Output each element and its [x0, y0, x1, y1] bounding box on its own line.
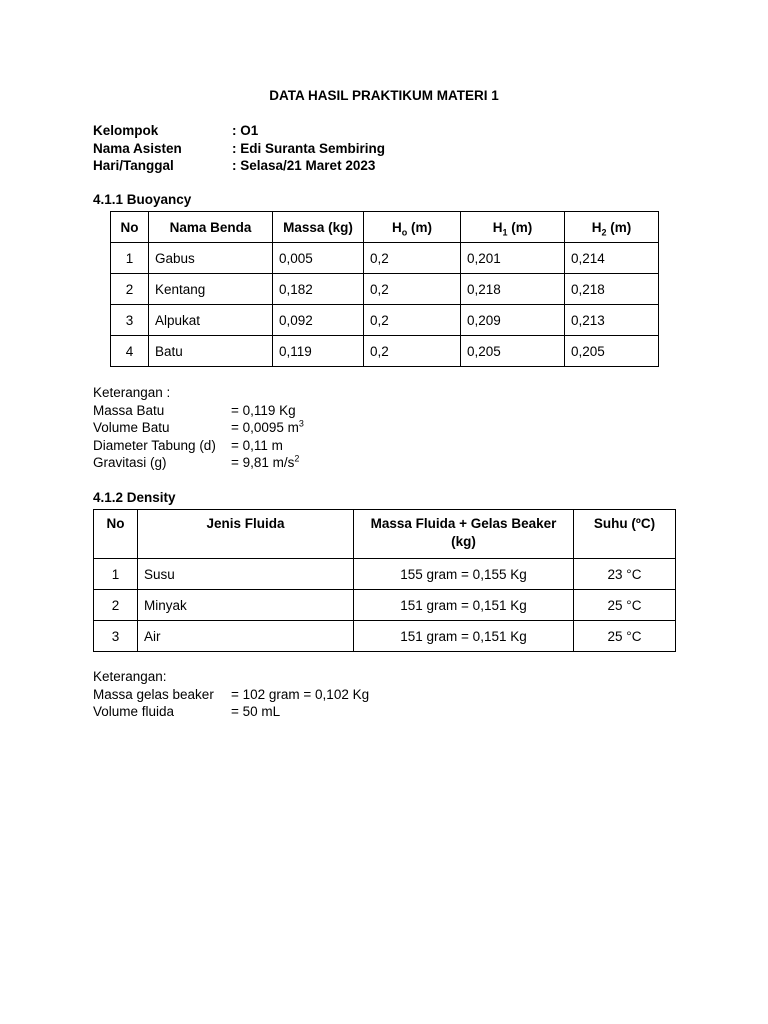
note-label: Gravitasi (g)	[93, 455, 167, 470]
note-superscript: 3	[298, 418, 304, 429]
note-row	[93, 419, 304, 437]
cell-h1: 0,201	[461, 243, 565, 274]
info-value: : Edi Suranta Sembiring	[232, 140, 386, 156]
header-nama-benda: Nama Benda	[149, 212, 273, 243]
info-value: : Selasa/21 Maret 2023	[232, 158, 376, 173]
header-jenis-fluida: Jenis Fluida	[138, 510, 354, 559]
header-massa: Massa (kg)	[273, 212, 364, 243]
cell-jenis: Air	[138, 621, 354, 652]
note-label: Massa Batu	[93, 402, 165, 418]
info-label: Kelompok	[93, 123, 159, 138]
cell-no: 4	[111, 336, 149, 367]
cell-nama: Kentang	[149, 274, 273, 305]
cell-h0: 0,2	[364, 305, 461, 336]
table-row	[111, 336, 659, 367]
cell-massa: 0,005	[273, 243, 364, 274]
cell-no: 1	[111, 243, 149, 274]
cell-h2: 0,214	[565, 243, 659, 274]
note-row	[93, 402, 304, 420]
cell-h2: 0,205	[565, 336, 659, 367]
group-info	[93, 122, 385, 175]
note-label: Diameter Tabung (d)	[93, 437, 216, 453]
section-heading-density: 4.1.2 Density	[93, 490, 176, 505]
cell-h2: 0,213	[565, 305, 659, 336]
cell-nama: Alpukat	[149, 305, 273, 336]
note-row	[93, 686, 369, 704]
density-notes	[93, 668, 369, 721]
cell-no: 3	[111, 305, 149, 336]
cell-h0: 0,2	[364, 336, 461, 367]
note-value: = 0,11 m	[231, 437, 283, 453]
header-no: No	[94, 510, 138, 559]
cell-nama: Batu	[149, 336, 273, 367]
note-label: Massa gelas beaker	[93, 686, 214, 702]
cell-h1: 0,209	[461, 305, 565, 336]
table-row	[94, 559, 676, 590]
header-h0: $H_o$ (m)	[364, 212, 461, 243]
note-superscript: 2	[294, 453, 300, 464]
cell-massa: 155 gram = 0,155 Kg	[354, 559, 574, 590]
cell-jenis: Susu	[138, 559, 354, 590]
cell-h0: 0,2	[364, 274, 461, 305]
cell-h0: 0,2	[364, 243, 461, 274]
table-header-row	[94, 510, 676, 559]
note-row	[93, 703, 369, 721]
header-no: No	[111, 212, 149, 243]
cell-massa: 0,092	[273, 305, 364, 336]
header-h2: $H_2$ (m)	[565, 212, 659, 243]
note-row	[93, 437, 304, 455]
buoyancy-table	[110, 211, 659, 367]
header-h1: $H_1$ (m)	[461, 212, 565, 243]
header-massa-fluida: Massa Fluida + Gelas Beaker (kg)	[354, 510, 574, 559]
table-row	[111, 274, 659, 305]
info-row-tanggal	[93, 157, 385, 175]
note-label: Volume fluida	[93, 704, 175, 719]
cell-no: 3	[94, 621, 138, 652]
cell-nama: Gabus	[149, 243, 273, 274]
note-row	[93, 454, 304, 472]
table-header-row	[111, 212, 659, 243]
cell-h2: 0,218	[565, 274, 659, 305]
cell-suhu: 25 °C	[574, 621, 676, 652]
table-row	[94, 621, 676, 652]
cell-h1: 0,218	[461, 274, 565, 305]
note-value: = 0,0095 m	[231, 420, 299, 435]
cell-no: 1	[94, 559, 138, 590]
table-row	[111, 305, 659, 336]
cell-suhu: 23 °C	[574, 559, 676, 590]
note-value: = 50 mL	[231, 704, 281, 719]
note-value: = 102 gram = 0,102 Kg	[231, 686, 370, 702]
cell-massa: 151 gram = 0,151 Kg	[354, 621, 574, 652]
header-suhu: Suhu (ºC)	[574, 510, 676, 559]
cell-jenis: Minyak	[138, 590, 354, 621]
table-row	[111, 243, 659, 274]
info-row-asisten	[93, 140, 385, 158]
buoyancy-notes	[93, 384, 304, 472]
note-value: = 9,81 m/s	[231, 455, 295, 470]
cell-massa: 0,182	[273, 274, 364, 305]
info-value: : O1	[232, 123, 259, 138]
notes-title: Keterangan:	[93, 669, 167, 684]
cell-no: 2	[111, 274, 149, 305]
page-title: DATA HASIL PRAKTIKUM MATERI 1	[269, 88, 499, 103]
section-heading-buoyancy: 4.1.1 Buoyancy	[93, 192, 192, 207]
info-label: Hari/Tanggal	[93, 158, 174, 173]
note-value: = 0,119 Kg	[231, 402, 296, 418]
cell-no: 2	[94, 590, 138, 621]
cell-h1: 0,205	[461, 336, 565, 367]
density-table	[93, 509, 676, 652]
note-label: Volume Batu	[93, 420, 170, 435]
cell-massa: 0,119	[273, 336, 364, 367]
cell-massa: 151 gram = 0,151 Kg	[354, 590, 574, 621]
info-row-kelompok	[93, 122, 385, 140]
cell-suhu: 25 °C	[574, 590, 676, 621]
notes-title: Keterangan :	[93, 385, 171, 400]
info-label: Nama Asisten	[93, 140, 182, 156]
table-row	[94, 590, 676, 621]
